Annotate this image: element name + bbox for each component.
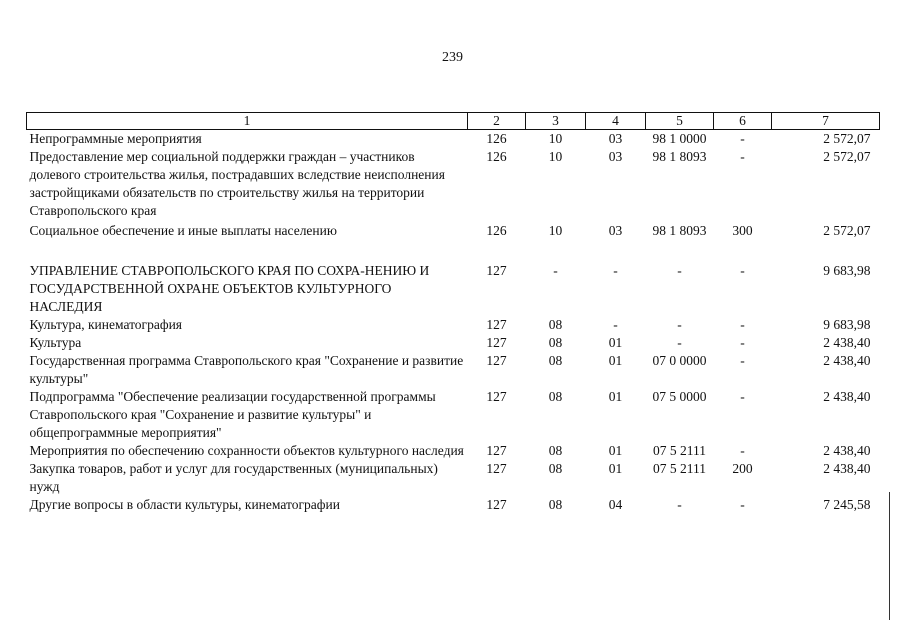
table-row — [27, 460, 880, 496]
row-name: Подпрограмма "Обеспечение реализации государственной программы Ставропольского края "Сохранение и развитие культуры" и общепрограммные мероприятия" — [29, 389, 436, 440]
row-col-7: 2 438,40 — [823, 443, 871, 458]
row-col-6: - — [740, 317, 745, 332]
table-row — [27, 496, 880, 514]
row-col-2: 127 — [486, 335, 507, 350]
row-col-4: - — [613, 263, 618, 278]
scan-edge-line — [889, 492, 890, 620]
row-col-4: 03 — [608, 149, 623, 164]
row-name: Мероприятия по обеспечению сохранности объектов культурного наследия — [29, 443, 464, 458]
row-name: Другие вопросы в области культуры, кинематографии — [29, 497, 340, 512]
table-body — [27, 130, 880, 515]
header-cell: 1 — [27, 113, 468, 130]
row-col-3: 08 — [548, 353, 563, 368]
row-col-4: 04 — [608, 497, 623, 512]
row-col-6: - — [740, 389, 745, 404]
row-col-4: 01 — [608, 461, 623, 476]
row-col-3: 10 — [548, 131, 563, 146]
row-col-4: 03 — [608, 223, 623, 238]
table-row — [27, 388, 880, 442]
table-row — [27, 130, 880, 149]
row-col-6: 200 — [732, 461, 753, 476]
page-number: 239 — [442, 50, 463, 65]
row-col-5: - — [677, 317, 682, 332]
row-col-3: 10 — [548, 223, 563, 238]
row-col-7: 2 438,40 — [823, 353, 871, 368]
row-col-2: 127 — [486, 497, 507, 512]
header-cell: 3 — [526, 113, 586, 130]
row-col-2: 126 — [486, 223, 507, 238]
row-col-3: - — [553, 263, 558, 278]
row-col-5: 07 0 0000 — [652, 353, 707, 368]
row-name: Непрограммные мероприятия — [29, 131, 202, 146]
row-col-5: - — [677, 263, 682, 278]
row-col-4: - — [613, 317, 618, 332]
row-name: Закупка товаров, работ и услуг для государственных (муниципальных) нужд — [29, 461, 438, 494]
row-col-2: 126 — [486, 149, 507, 164]
row-name: УПРАВЛЕНИЕ СТАВРОПОЛЬСКОГО КРАЯ ПО СОХРА-НЕНИЮ И ГОСУДАРСТВЕННОЙ ОХРАНЕ ОБЪЕКТОВ КУЛЬТУРНОГО НАСЛЕДИЯ — [29, 263, 430, 314]
row-col-7: 2 438,40 — [823, 461, 871, 476]
row-col-2: 127 — [486, 389, 507, 404]
row-col-4: 01 — [608, 389, 623, 404]
row-col-2: 127 — [486, 461, 507, 476]
table-row — [27, 352, 880, 388]
row-col-6: - — [740, 131, 745, 146]
row-col-5: 07 5 2111 — [653, 443, 706, 458]
table-row — [27, 148, 880, 222]
row-col-6: - — [740, 263, 745, 278]
row-col-3: 08 — [548, 389, 563, 404]
row-col-5: 98 1 0000 — [652, 131, 707, 146]
row-col-2: 127 — [486, 263, 507, 278]
table-row — [27, 222, 880, 262]
row-col-7: 2 438,40 — [823, 389, 871, 404]
row-col-7: 2 572,07 — [823, 223, 871, 238]
row-col-7: 9 683,98 — [823, 263, 871, 278]
header-cell: 7 — [772, 113, 880, 130]
row-col-6: - — [740, 149, 745, 164]
table-row — [27, 316, 880, 334]
row-col-3: 08 — [548, 497, 563, 512]
row-col-4: 01 — [608, 353, 623, 368]
row-name: Социальное обеспечение и иные выплаты населению — [29, 223, 337, 238]
row-col-5: 98 1 8093 — [652, 149, 707, 164]
row-col-2: 127 — [486, 353, 507, 368]
row-col-2: 127 — [486, 443, 507, 458]
row-name: Предоставление мер социальной поддержки граждан – участников долевого строительства жилья, пострадавших вследствие неисполнения застройщиками обязательств по строительству жилья на территории Ставропольского края — [29, 149, 445, 218]
table-header — [27, 113, 880, 130]
row-col-3: 10 — [548, 149, 563, 164]
budget-table — [26, 112, 880, 514]
row-col-7: 7 245,58 — [823, 497, 871, 512]
header-row — [27, 113, 880, 130]
table-row — [27, 334, 880, 352]
row-col-6: - — [740, 335, 745, 350]
row-col-5: - — [677, 335, 682, 350]
row-col-7: 2 572,07 — [823, 149, 871, 164]
row-name: Культура, кинематография — [29, 317, 183, 332]
row-col-5: 07 5 2111 — [653, 461, 706, 476]
row-col-4: 01 — [608, 443, 623, 458]
row-col-3: 08 — [548, 335, 563, 350]
header-cell: 5 — [646, 113, 714, 130]
header-cell: 6 — [714, 113, 772, 130]
row-col-7: 2 572,07 — [823, 131, 871, 146]
header-cell: 4 — [586, 113, 646, 130]
row-name: Культура — [29, 335, 82, 350]
row-col-5: - — [677, 497, 682, 512]
row-col-6: 300 — [732, 223, 753, 238]
row-col-4: 03 — [608, 131, 623, 146]
row-col-6: - — [740, 353, 745, 368]
row-col-6: - — [740, 497, 745, 512]
table-row — [27, 262, 880, 316]
row-col-3: 08 — [548, 317, 563, 332]
row-name: Государственная программа Ставропольского края "Сохранение и развитие культуры" — [29, 353, 464, 386]
row-col-4: 01 — [608, 335, 623, 350]
row-col-2: 127 — [486, 317, 507, 332]
row-col-5: 98 1 8093 — [652, 223, 707, 238]
table-row — [27, 442, 880, 460]
row-col-7: 9 683,98 — [823, 317, 871, 332]
row-col-3: 08 — [548, 443, 563, 458]
header-cell: 2 — [468, 113, 526, 130]
row-col-7: 2 438,40 — [823, 335, 871, 350]
row-col-5: 07 5 0000 — [652, 389, 707, 404]
row-col-3: 08 — [548, 461, 563, 476]
row-col-2: 126 — [486, 131, 507, 146]
row-col-6: - — [740, 443, 745, 458]
